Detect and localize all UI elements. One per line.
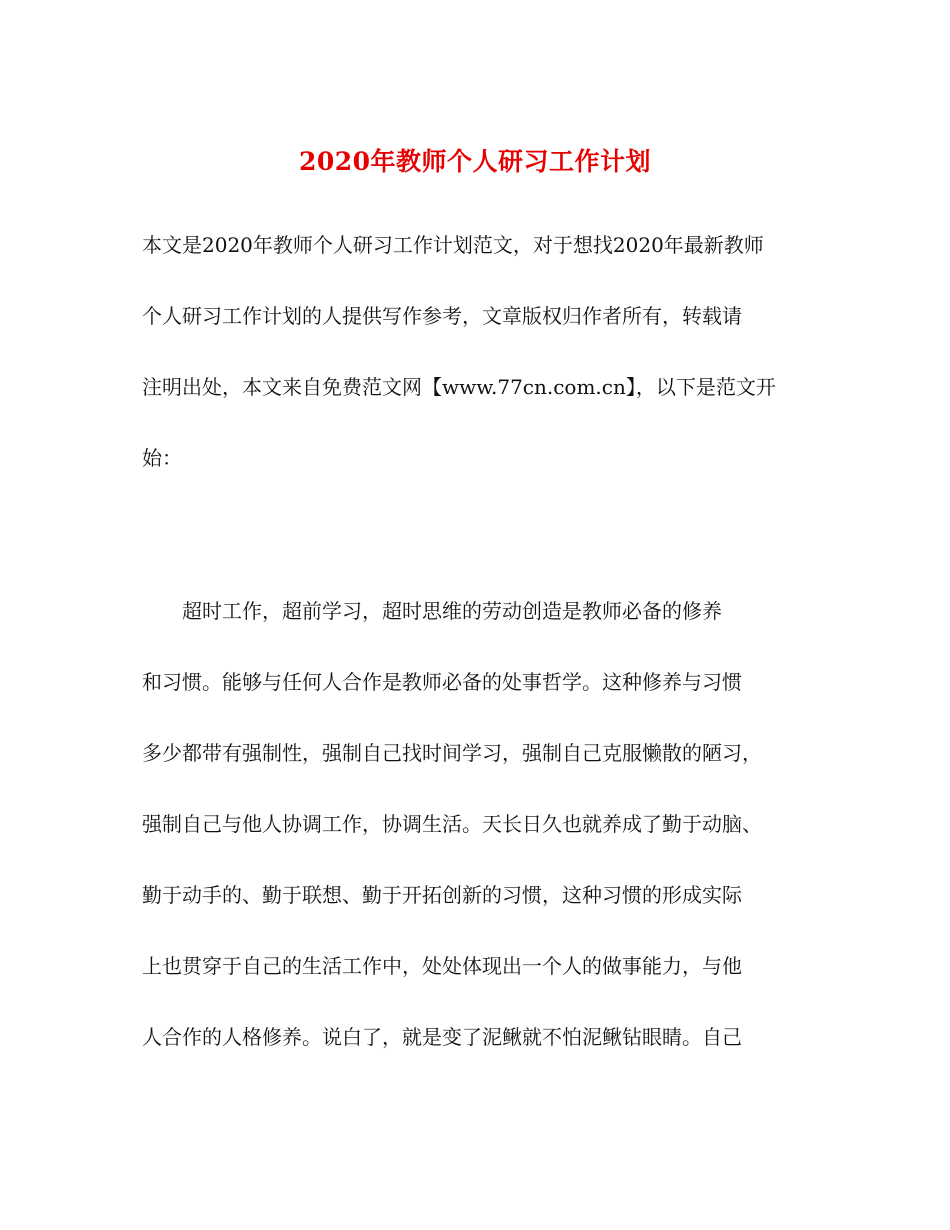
body-line-1: 超时工作，超前学习，超时思维的劳动创造是教师必备的修养 xyxy=(142,599,722,623)
body-line-7: 人合作的人格修养。说白了，就是变了泥鳅就不怕泥鳅钻眼睛。自己 xyxy=(142,1025,742,1049)
intro-line-2: 个人研习工作计划的人提供写作参考，文章版权归作者所有，转载请 xyxy=(142,304,742,328)
body-line-3: 多少都带有强制性，强制自己找时间学习，强制自己克服懒散的陋习， xyxy=(142,741,762,765)
intro-line-4: 始： xyxy=(142,446,182,470)
body-line-5: 勤于动手的、勤于联想、勤于开拓创新的习惯，这种习惯的形成实际 xyxy=(142,883,742,907)
intro-line-1: 本文是2020年教师个人研习工作计划范文，对于想找2020年最新教师 xyxy=(142,233,764,257)
body-line-4: 强制自己与他人协调工作，协调生活。天长日久也就养成了勤于动脑、 xyxy=(142,812,762,836)
body-line-2: 和习惯。能够与任何人合作是教师必备的处事哲学。这种修养与习惯 xyxy=(142,670,742,694)
intro-line-3: 注明出处，本文来自免费范文网【www.77cn.com.cn】，以下是范文开 xyxy=(142,375,776,399)
body-line-6: 上也贯穿于自己的生活工作中，处处体现出一个人的做事能力，与他 xyxy=(142,954,742,978)
document-title: 2020年教师个人研习工作计划 xyxy=(298,147,652,176)
